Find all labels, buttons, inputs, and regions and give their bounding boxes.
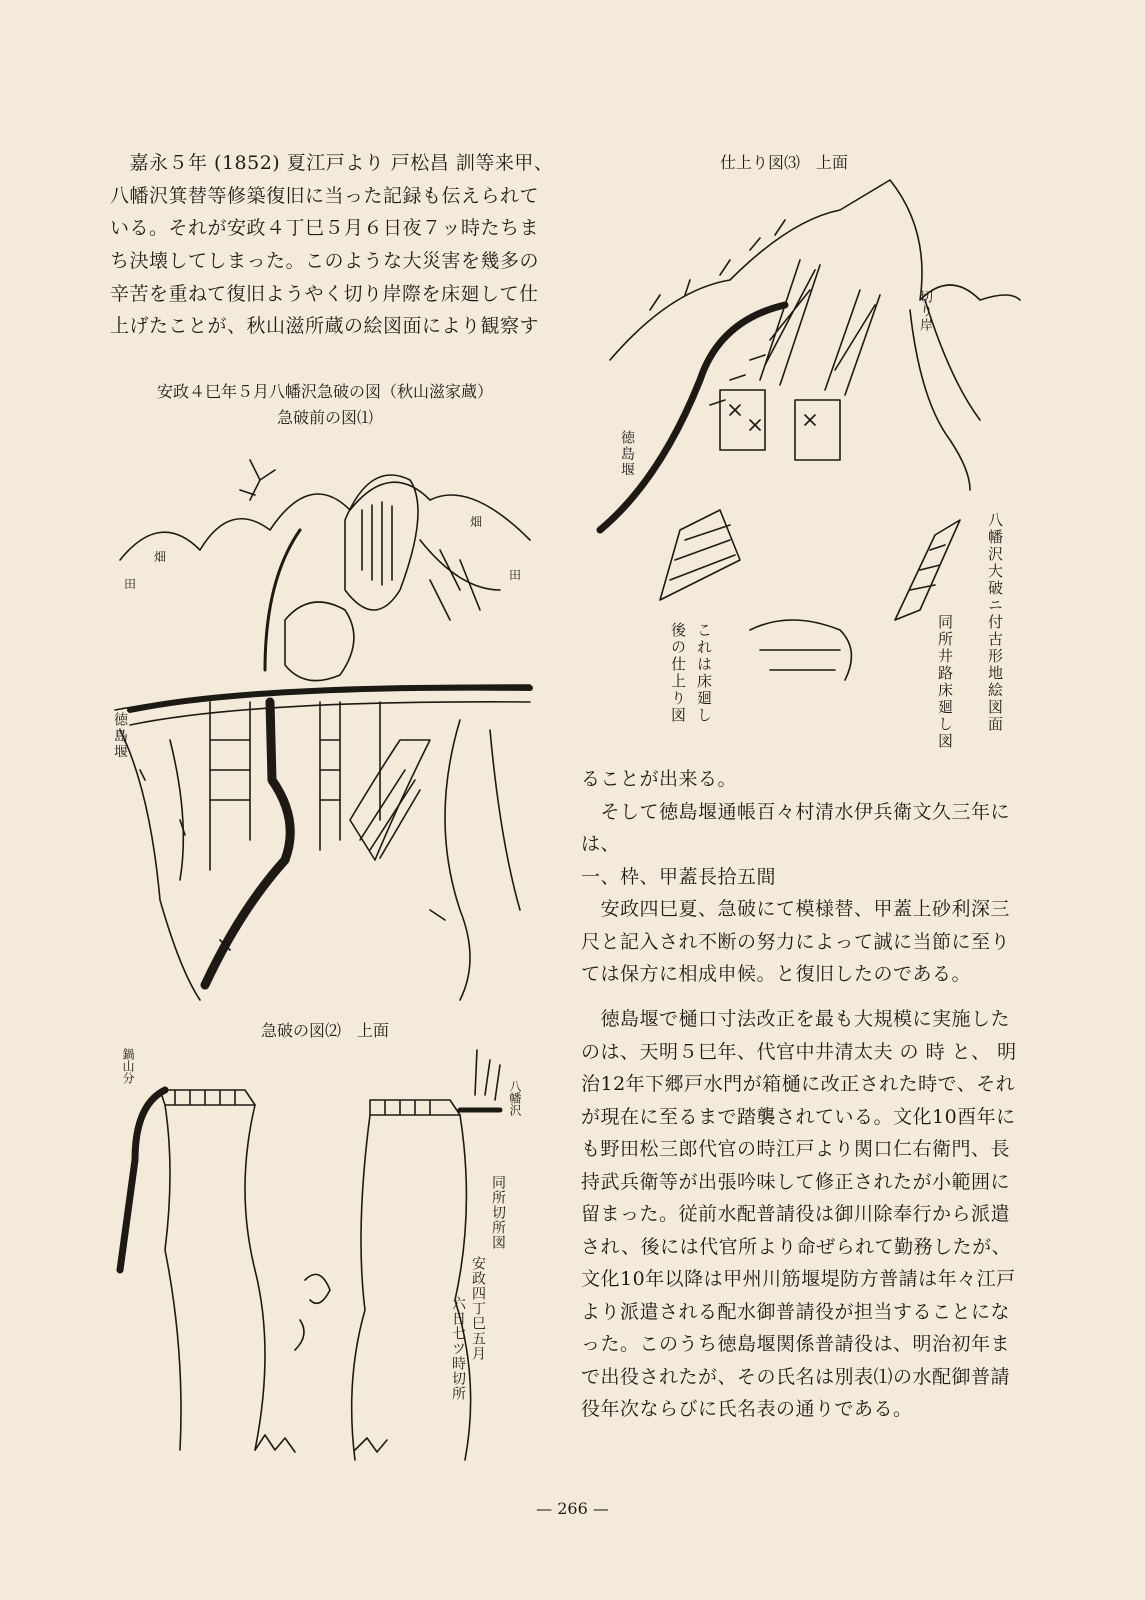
text-line: いる。それが安政４丁巳５月６日夜７ッ時たちま bbox=[110, 217, 540, 239]
text-line: 一、枠、甲蓋長拾五間 bbox=[581, 866, 777, 888]
text-line: 持武兵衛等が出張吟味して修正されたが小範囲に bbox=[581, 1171, 1011, 1193]
figure1-upland-label: 畑 bbox=[470, 515, 483, 529]
figure3-caption: 仕上り図⑶ 上面 bbox=[720, 153, 849, 172]
page-number: — 266 — bbox=[536, 1499, 609, 1518]
figure3-vertical-caption: これは床廻し bbox=[695, 622, 713, 724]
figure3-vertical-caption: 後の仕上り図 bbox=[669, 622, 687, 724]
text-line: 辛苦を重ねて復旧ようやく切り岸際を床廻して仕 bbox=[110, 283, 539, 305]
figure2-label-right: 八幡沢 bbox=[508, 1080, 522, 1116]
figure3-vertical-caption: 同所井路床廻し図 bbox=[936, 614, 954, 750]
text-line: ることが出来る。 bbox=[581, 768, 738, 790]
text-line: 八幡沢箕替等修築復旧に当った記録も伝えられて bbox=[110, 185, 540, 207]
figure3-drawing bbox=[590, 180, 1030, 780]
figure2-drawing bbox=[105, 1050, 525, 1470]
text-line: は、 bbox=[581, 833, 621, 855]
text-line: も野田松三郎代官の時江戸より関口仁右衛門、長 bbox=[581, 1138, 1011, 1160]
figure1-upland-label: 畑 bbox=[154, 550, 167, 564]
text-line: 尺と記入され不断の努力によって誠に当節に至り bbox=[581, 931, 1011, 953]
text-line: が現在に至るまで踏襲されている。文化10酉年に bbox=[581, 1106, 1016, 1128]
text-line: った。このうち徳島堰関係普請役は、明治初年ま bbox=[581, 1333, 1011, 1355]
figure1-weir-label: 徳島堰 bbox=[112, 712, 128, 760]
figure1-field-label: 田 bbox=[124, 577, 137, 591]
figure1-title: 安政４巳年５月八幡沢急破の図（秋山滋家蔵） bbox=[156, 382, 493, 401]
text-line: 上げたことが、秋山滋所蔵の絵図面により観察す bbox=[110, 315, 540, 337]
text-line: 安政四巳夏、急破にて模様替、甲蓋上砂利深三 bbox=[581, 898, 1011, 920]
text-line: そして徳島堰通帳百々村清水伊兵衛文久三年に bbox=[581, 801, 1011, 823]
figure1-drawing bbox=[100, 440, 550, 1010]
text-line: 文化10年以降は甲州川筋堰堤防方普請は年々江戸 bbox=[581, 1268, 1016, 1290]
text-line: 嘉永５年 (1852) 夏江戸より 戸松昌 訓等来甲、 bbox=[110, 152, 554, 174]
figure3-weir-label: 徳島堰 bbox=[619, 430, 635, 478]
text-line: ては保方に相成申候。と復旧したのである。 bbox=[581, 963, 972, 985]
figure2-vertical-caption: 安政四丁巳五月 bbox=[470, 1256, 486, 1361]
text-line: 役年次ならびに氏名表の通りである。 bbox=[581, 1398, 913, 1420]
figure2-caption: 急破の図⑵ 上面 bbox=[260, 1021, 389, 1040]
text-line: より派遣される配水御普請役が担当することにな bbox=[581, 1301, 1011, 1323]
figure2-vertical-caption: 同所切所図 bbox=[490, 1175, 506, 1250]
text-line: 徳島堰で樋口寸法改正を最も大規模に実施した bbox=[581, 1008, 1011, 1030]
text-line: され、後には代官所より命ぜられて勤務したが、 bbox=[581, 1236, 1012, 1258]
text-line: のは、天明５巳年、代官中井清太夫 の 時 と、 明 bbox=[581, 1041, 1017, 1063]
text-line: で出役されたが、その氏名は別表⑴の水配御普請 bbox=[581, 1366, 1011, 1388]
text-line: 留まった。従前水配普請役は御川除奉行から派遣 bbox=[581, 1203, 1011, 1225]
figure2-label-left: 鍋山分 bbox=[121, 1048, 135, 1084]
figure3-cliff-label: 切り岸 bbox=[917, 290, 932, 332]
figure1-subtitle: 急破前の図⑴ bbox=[276, 408, 373, 427]
text-line: 治12年下郷戸水門が箱樋に改正された時で、それ bbox=[581, 1073, 1016, 1095]
figure2-vertical-caption: 六日七ツ時切所 bbox=[450, 1296, 466, 1401]
text-line: ち決壊してしまった。このような大災害を幾多の bbox=[110, 250, 540, 272]
figure1-field-label: 田 bbox=[509, 568, 522, 582]
figure3-vertical-caption: 八幡沢大破ニ付古形地絵図面 bbox=[986, 512, 1004, 733]
